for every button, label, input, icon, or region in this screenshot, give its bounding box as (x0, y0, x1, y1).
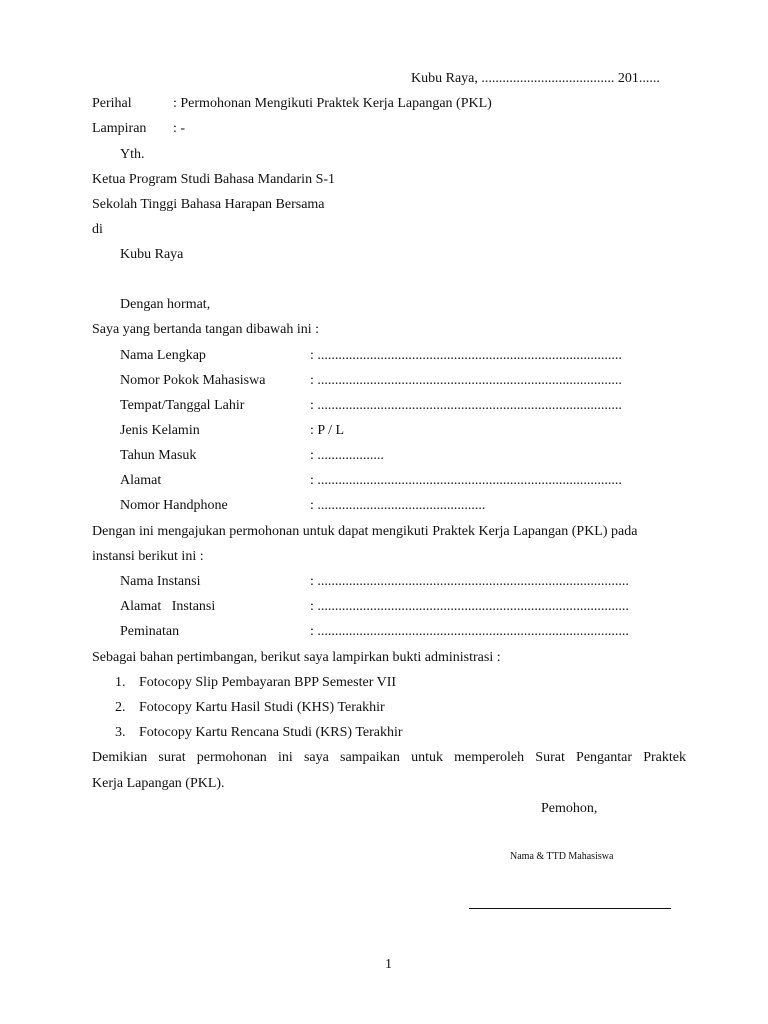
signature-title: Pemohon, (541, 801, 598, 816)
field-label-nama-instansi: Nama Instansi (120, 574, 201, 589)
attachment-text: Fotocopy Slip Pembayaran BPP Semester VII (139, 675, 397, 690)
field-label-alamat: Alamat (120, 473, 162, 488)
request-line1: Dengan ini mengajukan permohonan untuk dapat mengikuti Praktek Kerja Lapangan (PKL) pada (92, 524, 638, 539)
attachment-text: Fotocopy Kartu Rencana Studi (KRS) Terakhir (139, 725, 403, 740)
addressee-line1: Ketua Program Studi Bahasa Mandarin S-1 (92, 172, 336, 187)
attachment-number: 1. (115, 675, 126, 690)
field-value-tahun-masuk: : ................... (310, 448, 384, 463)
field-value-alamat: : ....................................................................................... (310, 473, 622, 488)
field-value-jenis-kelamin: : P / L (310, 423, 345, 438)
field-label-tahun-masuk: Tahun Masuk (120, 448, 197, 463)
intro-text: Saya yang bertanda tangan dibawah ini : (92, 322, 320, 337)
field-label-alamat-instansi: Alamat Instansi (120, 599, 216, 614)
perihal-label: Perihal (92, 96, 132, 111)
page-number: 1 (385, 957, 392, 972)
field-value-nama-lengkap: : ....................................................................................... (310, 348, 622, 363)
place-date: Kubu Raya, ...................................... 201...... (411, 71, 660, 86)
field-label-jenis-kelamin: Jenis Kelamin (120, 423, 200, 438)
addressee-line2: Sekolah Tinggi Bahasa Harapan Bersama (92, 197, 325, 212)
field-value-alamat-instansi: : ......................................................................................... (310, 599, 629, 614)
field-value-npm: : ....................................................................................... (310, 373, 622, 388)
greeting: Dengan hormat, (120, 297, 211, 312)
closing-line1: Demikian surat permohonan ini saya sampaikan untuk memperoleh Surat Pengantar Praktek (92, 750, 686, 765)
attachments-intro: Sebagai bahan pertimbangan, berikut saya lampirkan bukti administrasi : (92, 650, 501, 665)
attachment-number: 2. (115, 700, 126, 715)
lampiran-value: : - (173, 121, 186, 136)
field-value-ttl: : ....................................................................................... (310, 398, 622, 413)
signature-caption: Nama & TTD Mahasiswa (510, 851, 614, 862)
signature-line (469, 908, 671, 909)
request-line2: instansi berikut ini : (92, 549, 204, 564)
attachment-number: 3. (115, 725, 126, 740)
closing-line2: Kerja Lapangan (PKL). (92, 776, 225, 791)
field-label-nama-lengkap: Nama Lengkap (120, 348, 206, 363)
field-label-peminatan: Peminatan (120, 624, 180, 639)
lampiran-label: Lampiran (92, 121, 147, 136)
field-label-npm: Nomor Pokok Mahasiswa (120, 373, 266, 388)
perihal-value: : Permohonan Mengikuti Praktek Kerja Lapangan (PKL) (173, 96, 492, 111)
addressee-city: Kubu Raya (120, 247, 184, 262)
field-label-nomor-handphone: Nomor Handphone (120, 498, 228, 513)
field-value-nomor-handphone: : ................................................ (310, 498, 486, 513)
field-value-peminatan: : ......................................................................................... (310, 624, 629, 639)
addressee-di: di (92, 222, 103, 237)
addressee-yth: Yth. (120, 147, 145, 162)
field-label-ttl: Tempat/Tanggal Lahir (120, 398, 245, 413)
field-value-nama-instansi: : ......................................................................................... (310, 574, 629, 589)
attachment-text: Fotocopy Kartu Hasil Studi (KHS) Terakhir (139, 700, 385, 715)
